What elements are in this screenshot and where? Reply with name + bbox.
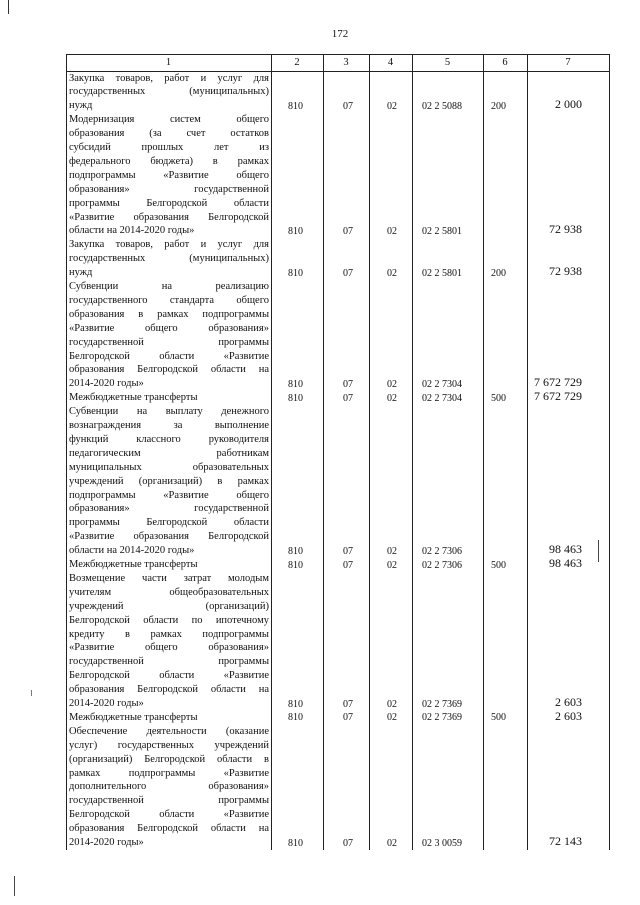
description-line: федерального бюджета) в рамках (69, 155, 269, 167)
description-line: учреждений (организаций) (69, 600, 269, 612)
code-target-article: 02 2 5801 (422, 267, 462, 279)
description-line: Субвенции на выплату денежного (69, 406, 269, 418)
code-target-article: 02 2 7369 (422, 712, 462, 724)
code-ministry: 810 (288, 392, 303, 404)
code-subsection: 02 (387, 378, 397, 390)
description-line: учреждений (организаций) в рамках (69, 475, 269, 487)
description-line: государственных (муниципальных) (69, 86, 269, 98)
code-subsection: 02 (387, 225, 397, 237)
description-line: программы Белгородской области (69, 197, 269, 209)
description-line: муниципальных образовательных (69, 461, 269, 473)
description-line: области на 2014-2020 годы» (69, 225, 195, 237)
description-line: (организаций) Белгородской области в (69, 753, 269, 765)
code-subsection: 02 (387, 559, 397, 571)
description-line: нужд (69, 100, 93, 112)
description-line: «Развитие образования Белгородской (69, 531, 269, 543)
amount: 2 603 (555, 708, 582, 723)
row-description (69, 113, 269, 238)
code-expense-type: 500 (491, 559, 506, 571)
description-line: нужд (69, 267, 93, 279)
scan-artifact-mark (31, 690, 32, 696)
amount: 98 463 (549, 542, 582, 557)
amount: 2 603 (555, 695, 582, 709)
amount: 7 672 729 (534, 375, 582, 390)
code-ministry: 810 (288, 698, 303, 710)
code-subsection: 02 (387, 837, 397, 849)
description-line: подпрограммы «Развитие общего (69, 489, 269, 501)
code-section: 07 (343, 225, 353, 237)
description-line: Субвенции на реализацию (69, 281, 269, 292)
description-line: кредиту в рамках подпрограммы (69, 628, 269, 640)
code-target-article: 02 2 7306 (422, 545, 462, 557)
amount: 98 463 (549, 556, 582, 570)
code-ministry: 810 (288, 837, 303, 849)
description-line: «Развитие общего образования» (69, 642, 269, 654)
description-line: государственной программы (69, 656, 269, 668)
column-divider (527, 54, 528, 850)
description-line: педагогическим работникам (69, 447, 269, 459)
code-section: 07 (343, 559, 353, 571)
description-line: подпрограммы «Развитие общего (69, 169, 269, 181)
code-target-article: 02 2 7304 (422, 378, 462, 390)
code-section: 07 (343, 545, 353, 557)
code-section: 07 (343, 267, 353, 279)
row-description (69, 280, 269, 391)
code-section: 07 (343, 698, 353, 710)
row-description (69, 391, 269, 405)
code-target-article: 02 2 5088 (422, 100, 462, 112)
description-line: программы Белгородской области (69, 517, 269, 529)
code-ministry: 810 (288, 225, 303, 237)
code-ministry: 810 (288, 559, 303, 571)
row-description (69, 725, 269, 850)
description-line: образования» государственной (69, 503, 269, 515)
description-line: образования (за счет остатков (69, 128, 269, 140)
description-line: Возмещение части затрат молодым (69, 572, 269, 584)
code-target-article: 02 2 7369 (422, 698, 462, 710)
code-subsection: 02 (387, 698, 397, 710)
description-line: образования» государственной (69, 183, 269, 195)
column-divider (412, 54, 413, 850)
description-line: Межбюджетные трансферты (69, 392, 198, 404)
description-line: Белгородской области «Развитие (69, 809, 269, 821)
page-number: 172 (331, 28, 349, 40)
row-description (69, 238, 269, 280)
description-line: образования Белгородской области на (69, 364, 269, 376)
code-expense-type: 200 (491, 267, 506, 279)
header-col-4: 4 (387, 57, 394, 68)
description-line: «Развитие общего образования» (69, 322, 269, 334)
description-line: учителям общеобразовательных (69, 586, 269, 598)
code-ministry: 810 (288, 712, 303, 724)
description-line: 2014-2020 годы» (69, 378, 144, 390)
column-divider (483, 54, 484, 850)
code-target-article: 02 3 0059 (422, 837, 462, 849)
description-line: Межбюджетные трансферты (69, 559, 198, 570)
description-line: функций классного руководителя (69, 433, 269, 445)
row-description (69, 405, 269, 558)
description-line: области на 2014-2020 годы» (69, 545, 195, 557)
code-expense-type: 500 (491, 712, 506, 724)
description-line: Межбюджетные трансферты (69, 711, 198, 723)
code-section: 07 (343, 392, 353, 404)
table-border-left (66, 54, 67, 850)
code-target-article: 02 2 7304 (422, 392, 462, 404)
code-section: 07 (343, 378, 353, 390)
row-description (69, 558, 269, 572)
code-section: 07 (343, 837, 353, 849)
description-line: 2014-2020 годы» (69, 698, 144, 710)
code-subsection: 02 (387, 545, 397, 557)
column-divider (369, 54, 370, 850)
code-expense-type: 500 (491, 392, 506, 404)
header-col-1: 1 (165, 57, 172, 68)
code-subsection: 02 (387, 267, 397, 279)
code-target-article: 02 2 7306 (422, 559, 462, 571)
code-ministry: 810 (288, 378, 303, 390)
description-line: образования в рамках подпрограммы (69, 308, 269, 320)
amount: 72 143 (549, 834, 582, 848)
description-line: рамках подпрограммы «Развитие (69, 767, 269, 779)
code-section: 07 (343, 100, 353, 112)
amount: 72 938 (549, 264, 582, 279)
description-line: услуг) государственных учреждений (69, 739, 269, 751)
description-line: Закупка товаров, работ и услуг для (69, 239, 269, 251)
description-line: Белгородской области «Развитие (69, 670, 269, 682)
amount: 2 000 (555, 97, 582, 112)
code-subsection: 02 (387, 100, 397, 112)
column-divider (271, 54, 272, 850)
scan-artifact-mark (14, 876, 15, 896)
description-line: образования Белгородской области на (69, 684, 269, 696)
row-description (69, 72, 269, 114)
description-line: «Развитие образования Белгородской (69, 211, 269, 223)
description-line: государственных (муниципальных) (69, 253, 269, 265)
table-border-right (609, 54, 610, 850)
description-line: дополнительного образования» (69, 781, 269, 793)
code-subsection: 02 (387, 712, 397, 724)
header-col-6: 6 (502, 57, 508, 68)
code-ministry: 810 (288, 100, 303, 112)
description-line: государственной программы (69, 795, 269, 807)
code-section: 07 (343, 712, 353, 724)
description-line: государственного стандарта общего (69, 294, 269, 306)
code-ministry: 810 (288, 545, 303, 557)
code-expense-type: 200 (491, 100, 506, 112)
description-line: государственной программы (69, 336, 269, 348)
budget-table (66, 54, 610, 850)
description-line: образования Белгородской области на (69, 823, 269, 835)
code-target-article: 02 2 5801 (422, 225, 462, 237)
description-line: Модернизация систем общего (69, 114, 269, 126)
description-line: Закупка товаров, работ и услуг для (69, 72, 269, 84)
amount: 72 938 (549, 222, 582, 237)
description-line: субсидий прошлых лет из (69, 142, 269, 153)
description-line: вознаграждения за выполнение (69, 420, 269, 431)
row-description (69, 711, 269, 725)
code-ministry: 810 (288, 267, 303, 279)
description-line: 2014-2020 годы» (69, 837, 144, 849)
column-divider (323, 54, 324, 850)
code-subsection: 02 (387, 392, 397, 404)
header-col-5: 5 (444, 57, 451, 68)
header-col-7: 7 (565, 57, 571, 68)
description-line: Обеспечение деятельности (оказание (69, 725, 269, 737)
row-description (69, 572, 269, 711)
header-col-3: 3 (343, 57, 349, 68)
amount: 7 672 729 (534, 389, 582, 404)
description-line: Белгородской области по ипотечному (69, 614, 269, 626)
header-col-2: 2 (294, 57, 300, 68)
description-line: Белгородской области «Развитие (69, 350, 269, 362)
scan-artifact-mark (8, 0, 9, 14)
